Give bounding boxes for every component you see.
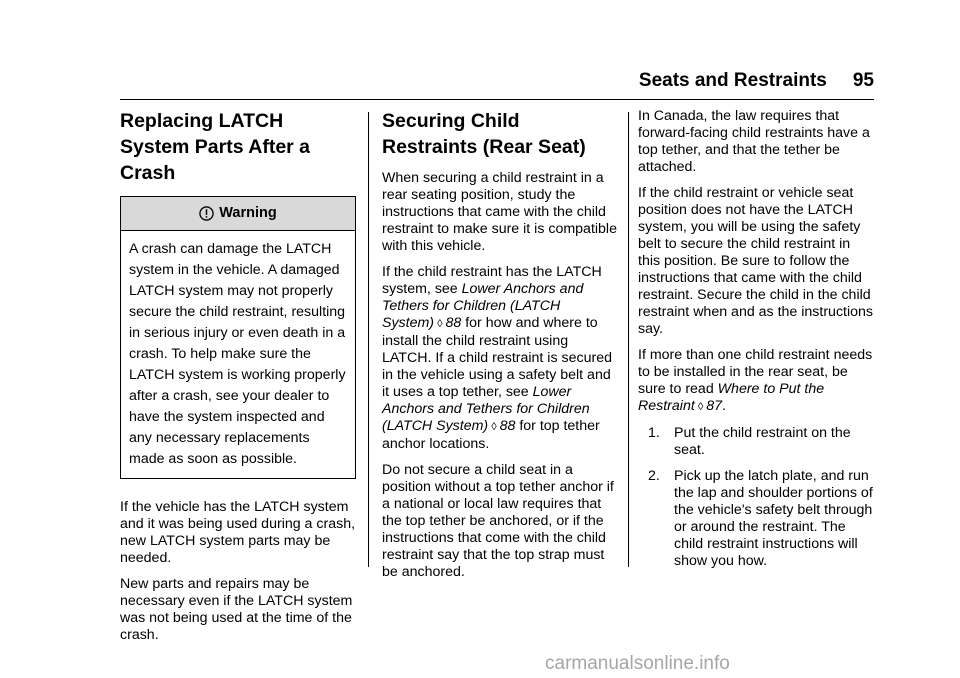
cross-reference-link[interactable]: Lower Anchors and Tethers for Children (LATCH System) ◊ 88 (382, 281, 584, 331)
warning-title: Warning (219, 205, 277, 221)
page-number: 95 (852, 70, 874, 91)
warning-icon (199, 206, 214, 221)
column-divider-1 (368, 112, 369, 567)
step-number: 1. (648, 425, 660, 441)
warning-box (120, 196, 356, 479)
cross-reference-link[interactable]: Where to Put the Restraint ◊ 87 (638, 381, 825, 414)
step-text: Pick up the latch plate, and run the lap and shoulder portions of the vehicle's safety belt through or around the restraint. The child restraint instructions will show you how. (674, 468, 873, 569)
header-text (639, 70, 874, 92)
paragraph: If the child restraint or vehicle seat position does not have the LATCH system, you will be using the safety belt to secure the child restraint in this position. Be sure to follow the instructions that came with the child restraint. Secure the child in the child restraint when and as the instructions say. (638, 185, 874, 337)
paragraph (638, 347, 876, 416)
header-divider (120, 99, 874, 100)
column-2 (382, 108, 618, 590)
paragraph (382, 264, 618, 453)
cross-reference-link[interactable]: Lower Anchors and Tethers for Children (LATCH System) ◊ 88 (382, 384, 590, 434)
warning-body: A crash can damage the LATCH system in the vehicle. A damaged LATCH system may not properly secure the child restraint, resulting in serious injury or even death in a crash. To help make sure the LATCH system is working properly after a crash, see your dealer to have the system inspected and any necessary replacements made as soon as possible. (129, 241, 346, 467)
page-header (120, 70, 874, 100)
paragraph: If the vehicle has the LATCH system and it was being used during a crash, new LATCH system parts may be needed. (120, 499, 356, 566)
step-text: Put the child restraint on the seat. (674, 425, 851, 458)
page-ref-icon: ◊ (697, 401, 704, 413)
text: . (722, 398, 726, 414)
list-item (638, 468, 876, 570)
step-number: 2. (648, 468, 660, 484)
text: If the child restraint has the LATCH system, see (382, 264, 602, 297)
paragraph: New parts and repairs may be necessary even if the LATCH system was not being used at the time of the crash. (120, 576, 353, 643)
text: If more than one child restraint needs to be installed in the rear seat, be sure to read (638, 347, 873, 397)
column-3 (638, 108, 876, 579)
paragraph: When securing a child restraint in a rear seating position, study the instructions that came with the child restraint to make sure it is compatible with this vehicle. (382, 170, 617, 254)
section-heading-securing-child-restraints: Securing Child Restraints (Rear Seat) (382, 110, 586, 158)
page-ref-icon: ◊ (491, 421, 497, 433)
steps-list (638, 425, 876, 570)
section-heading-latch-replacement: Replacing LATCH System Parts After a Crash (120, 110, 311, 184)
column-divider-2 (628, 112, 629, 567)
warning-header (121, 197, 355, 231)
list-item (638, 425, 876, 459)
watermark: carmanualsonline.info (545, 653, 730, 674)
section-title: Seats and Restraints (638, 70, 827, 91)
paragraph: In Canada, the law requires that forward-facing child restraints have a top tether, and that the tether be attached. (638, 108, 870, 175)
column-1 (120, 108, 356, 653)
paragraph: Do not secure a child seat in a position without a top tether anchor if a national or local law requires that the top tether be anchored, or if the instructions that come with the child restraint say that the top strap must be anchored. (382, 462, 614, 580)
page-ref-icon: ◊ (437, 318, 443, 330)
text: for how and where to install the child restraint using LATCH. If a child restraint is secured in the vehicle using a safety belt and it uses a top tether, see (382, 315, 612, 400)
text: for top tether anchor locations. (382, 418, 600, 452)
